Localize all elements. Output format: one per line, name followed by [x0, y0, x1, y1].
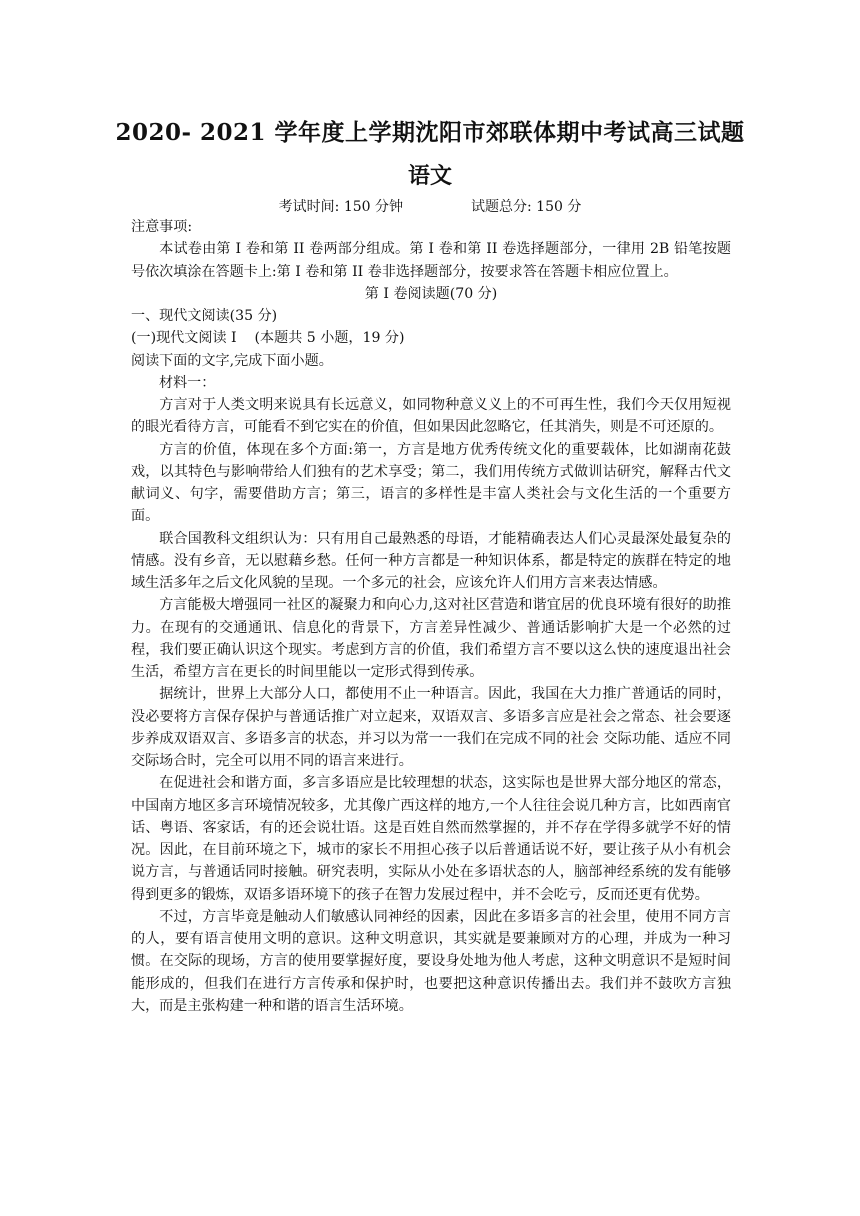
section-heading: 一、现代文阅读(35 分)	[131, 308, 278, 324]
paragraph: 方言能极大增强同一社区的凝聚力和向心力,这对社区营造和谐宜居的优良环境有很好的助推力。在现有的交通通讯、信息化的背景下，方言差异性减少、普通话影响扩大是一个必然的过程，我们要正确认识这个现实。考虑到方言的价值，我们希望方言不要以这么快的速度退出社会生活，希望方言在更长的时间里能以一定形式得到传承。	[131, 597, 731, 680]
paragraph: 在促进社会和谐方面，多言多语应是比较理想的状态，这实际也是世界大部分地区的常态，中国南方地区多言环境情况较多，尤其像广西这样的地方,一个人往往会说几种方言，比如西南官话、粤语、客家话，有的还会说壮语。这是百姓自然而然掌握的，并不存在学得多就学不好的情况。因此，在目前环境之下，城市的家长不用担心孩子以后普通话说不好，要让孩子从小有机会说方言，与普通话同时接触。研究表明，实际从小处在多语状态的人，脑部神经系统的发有能够得到更多的锻炼，双语多语环境下的孩子在智力发展过程中，并不会吃亏，反而还更有优势。	[131, 775, 731, 903]
exam-title: 2020- 2021 学年度上学期沈阳市郊联体期中考试高三试题	[115, 119, 745, 146]
notice-heading: 注意事项:	[131, 219, 193, 235]
subsection-heading: (一)现代文阅读 I (本题共 5 小题，19 分)	[131, 330, 405, 347]
exam-meta	[0, 196, 860, 216]
subject-title: 语文	[407, 163, 452, 189]
document-body	[131, 216, 731, 1017]
total-score: 试题总分: 150 分	[471, 199, 582, 215]
paragraph: 不过，方言毕竟是触动人们敏感认同神经的因素，因此在多语多言的社会里，使用不同方言的人，要有语言使用文明的意识。这种文明意识，其实就是要兼顾对方的心理，并成为一种习惯。在交际的现场，方言的使用要掌握好度，要设身处地为他人考虑，这种文明意识不是短时间能形成的，但我们在进行方言传承和保护时，也要把这种意识传播出去。我们并不鼓吹方言独大，而是主张构建一种和谐的语言生活环境。	[131, 908, 731, 1014]
paragraph: 方言对于人类文明来说具有长远意义，如同物种意义义上的不可再生性，我们今天仅用短视的眼光看待方言，可能看不到它实在的价值，但如果因此忽略它，任其消失，则是不可还原的。	[131, 397, 731, 436]
exam-time: 考试时间: 150 分钟	[278, 199, 403, 215]
paragraph: 据统计，世界上大部分人口，都使用不止一种语言。因此，我国在大力推广普通话的同时，没必要将方言保存保护与普通话推广对立起来，双语双言、多语多言应是社会之常态、社会要逐步养成双语双言、多语多言的状态，并习以为常一一我们在完成不同的社会 交际功能、适应不同交际场合时，完全可以用不同的语言来进行。	[131, 686, 731, 769]
part-title: 第 I 卷阅读题(70 分)	[364, 285, 498, 302]
instruction-text: 阅读下面的文字,完成下面小题。	[131, 352, 333, 369]
notice-text: 本试卷由第 I 卷和第 II 卷两部分组成。第 I 卷和第 II 卷选择题部分，一律用 2B 铅笔按题号依次填涂在答题卡上:第 I 卷和第 II 卷非选择题部分，按要求答在答题卡相应位置上。	[131, 241, 731, 280]
paragraph: 联合国教科文组织认为：只有用自己最熟悉的母语，才能精确表达人们心灵最深处最复杂的情感。没有乡音，无以慰藉乡愁。任何一种方言都是一种知识体系，都是特定的族群在特定的地域生活多年之后文化风貌的呈现。一个多元的社会，应该允许人们用方言来表达情感。	[131, 530, 731, 591]
material-label: 材料一：	[159, 374, 216, 391]
paragraph: 方言的价值，体现在多个方面:第一，方言是地方优秀传统文化的重要载体，比如湖南花鼓戏，以其特色与影响带给人们独有的艺术享受；第二，我们用传统方式做训诂研究，解释古代文献词义、句字，需要借助方言；第三，语言的多样性是丰富人类社会与文化生活的一个重要方面。	[131, 441, 731, 525]
